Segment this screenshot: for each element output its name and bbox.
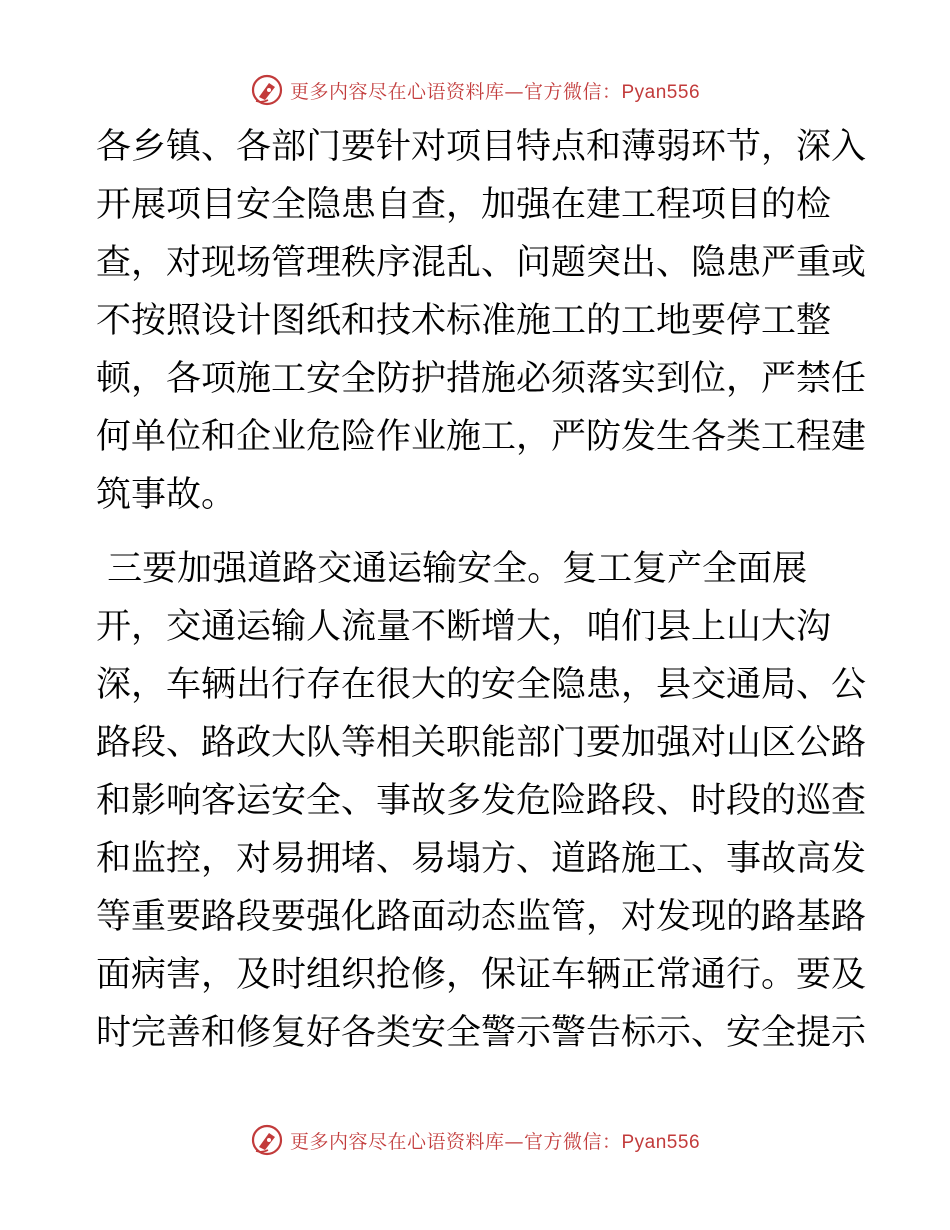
paragraph-1 [96, 118, 867, 524]
pen-nib-circle-icon [250, 73, 284, 107]
paragraph-line: 面病害，及时组织抢修，保证车辆正常通行。要及 [96, 955, 867, 995]
paragraph-line: 三要加强道路交通运输安全。复工复产全面展 [96, 549, 808, 589]
paragraph-line: 和影响客运安全、事故多发危险路段、时段的巡查 [96, 781, 867, 821]
paragraph-line: 不按照设计图纸和技术标准施工的工地要停工整 [96, 301, 832, 341]
paragraph-line: 筑事故。 [96, 475, 237, 515]
paragraph-2 [96, 540, 867, 1062]
header-watermark [0, 72, 950, 108]
watermark-site-text: 更多内容尽在心语资料库 [289, 1130, 505, 1153]
paragraph-line: 各乡镇、各部门要针对项目特点和薄弱环节，深入 [96, 127, 867, 167]
pen-nib-circle-icon [250, 1123, 284, 1157]
paragraph-line: 和监控，对易拥堵、易塌方、道路施工、事故高发 [96, 839, 867, 879]
paragraph-line: 开，交通运输人流量不断增大，咱们县上山大沟 [96, 607, 832, 647]
paragraph-line: 等重要路段要强化路面动态监管，对发现的路基路 [96, 897, 867, 937]
watermark-wechat-label: 官方微信： [523, 1130, 622, 1153]
watermark-site-text: 更多内容尽在心语资料库 [289, 80, 505, 103]
watermark-wechat-id: Pyan556 [621, 1131, 701, 1153]
watermark-wechat-id: Pyan556 [621, 81, 701, 103]
paragraph-line: 何单位和企业危险作业施工，严防发生各类工程建 [96, 417, 867, 457]
paragraph-line: 查，对现场管理秩序混乱、问题突出、隐患严重或 [96, 243, 867, 283]
watermark-wechat-label: 官方微信： [523, 80, 622, 103]
paragraph-line: 时完善和修复好各类安全警示警告标示、安全提示 [96, 1013, 867, 1053]
watermark-text [290, 1127, 700, 1154]
watermark-separator: — [504, 80, 524, 103]
watermark-text [290, 77, 700, 104]
watermark-separator: — [504, 1130, 524, 1153]
footer-watermark [0, 1122, 950, 1158]
paragraph-line: 开展项目安全隐患自查，加强在建工程项目的检 [96, 185, 832, 225]
paragraph-line: 路段、路政大队等相关职能部门要加强对山区公路 [96, 723, 867, 763]
paragraph-line: 顿，各项施工安全防护措施必须落实到位，严禁任 [96, 359, 867, 399]
paragraph-line: 深，车辆出行存在很大的安全隐患，县交通局、公 [96, 665, 867, 705]
